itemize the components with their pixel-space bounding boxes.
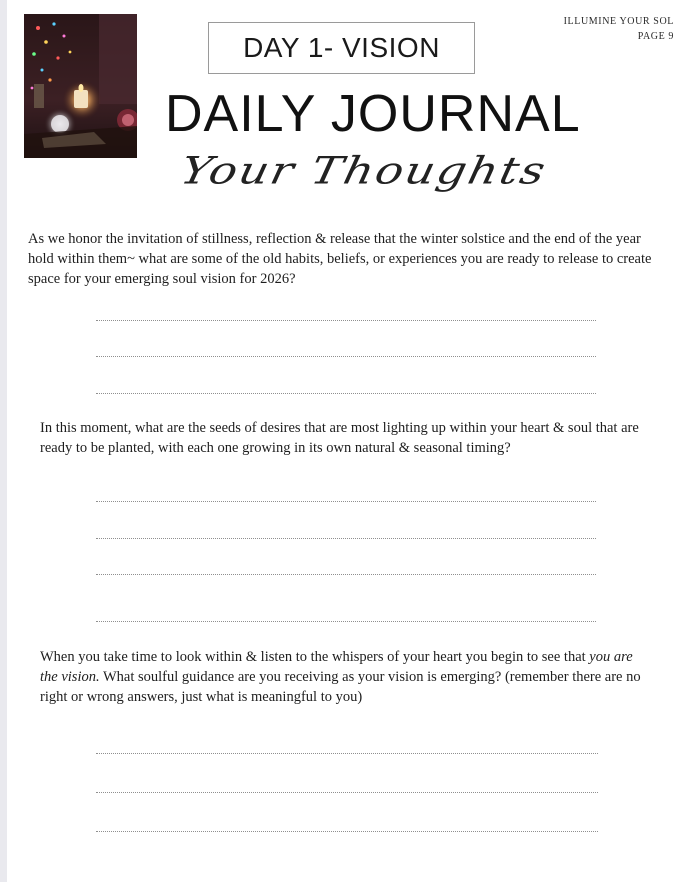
- answer-line[interactable]: [96, 621, 596, 622]
- brand-header: [564, 14, 674, 44]
- journal-prompt-3: [40, 647, 645, 707]
- answer-line[interactable]: [96, 538, 596, 539]
- brand-name: ILLUMINE YOUR SOL: [563, 16, 674, 27]
- answer-line[interactable]: [96, 831, 598, 832]
- page-number: PAGE 9: [637, 31, 674, 42]
- day-label-box: [208, 22, 475, 74]
- journal-prompt-1: As we honor the invitation of stillness, reflection & release that the winter solstice and the end of the year hold within them~ what are some of the old habits, beliefs, or experiences you are ready to release to create space for your emerging soul vision for 2026?: [28, 231, 652, 287]
- answer-line[interactable]: [96, 356, 596, 357]
- prompt-3-emphasis: you are the vision.: [40, 649, 633, 685]
- day-label: DAY 1- VISION: [243, 32, 440, 63]
- script-subtitle: Your Thoughts: [176, 148, 552, 193]
- answer-line[interactable]: [96, 320, 596, 321]
- candle-photo: [24, 14, 137, 158]
- page-edge: [0, 0, 7, 882]
- answer-line[interactable]: [96, 753, 598, 754]
- prompt-3-text-start: When you take time to look within & listen to the whispers of your heart you begin to see that: [40, 649, 590, 665]
- answer-line[interactable]: [96, 501, 596, 502]
- journal-prompt-2: In this moment, what are the seeds of desires that are most lighting up within your heart & soul that are ready to be planted, with each one growing in its own natural & seasonal timing?: [40, 420, 639, 456]
- answer-line[interactable]: [96, 393, 596, 394]
- page-title: DAILY JOURNAL: [165, 85, 581, 143]
- answer-line[interactable]: [96, 792, 598, 793]
- answer-line[interactable]: [96, 574, 596, 575]
- prompt-3-text-end: What soulful guidance are you receiving as your vision is emerging? (remember there are no right or wrong answers, just what is meaningful to you): [40, 669, 641, 705]
